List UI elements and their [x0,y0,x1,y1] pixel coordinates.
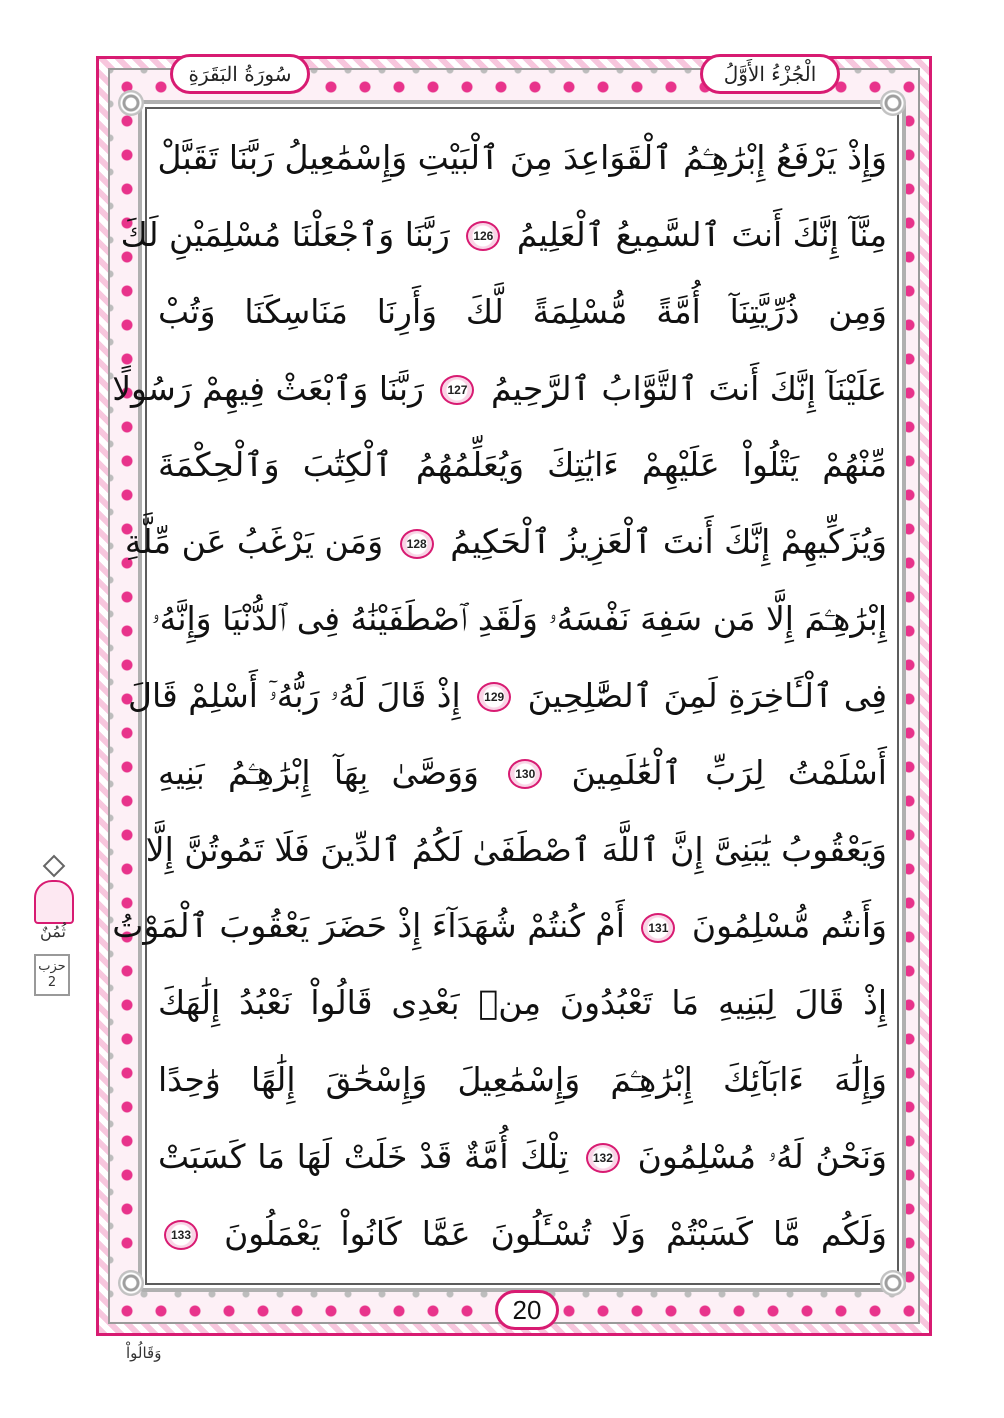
verse-text: وَوَصَّىٰ بِهَآ إِبْرَٰهِـۧمُ بَنِيهِ [158,752,479,792]
ayah-number-marker: 127 [440,375,474,405]
juz-title: الْجُزْءُ الأَوَّلُ [700,54,840,94]
text-line [158,429,887,501]
verse-text: رَبَّنَا وَٱجْعَلْنَا مُسْلِمَيْنِ لَكَ [120,214,450,254]
text-line [158,1121,887,1193]
text-line [158,737,887,809]
arch-ornament-icon [34,880,74,924]
corner-ornament-bottom-left [118,1270,144,1296]
verse-text: أَسْلَمْتُ لِرَبِّ ٱلْعَٰلَمِينَ [571,752,887,792]
verse-text: إِذْ قَالَ لِبَنِيهِ مَا تَعْبُدُونَ مِنۢ بَعْدِى قَالُواْ نَعْبُدُ إِلَٰهَكَ [158,983,887,1023]
text-line [145,814,887,886]
ayah-number-marker: 133 [164,1220,198,1250]
text-line [158,1198,887,1270]
text-line [158,967,887,1039]
verse-text: مِّنْهُمْ يَتْلُواْ عَلَيْهِمْ ءَايَٰتِكَ وَيُعَلِّمُهُمُ ٱلْكِتَٰبَ وَٱلْحِكْمَةَ [158,445,887,485]
hizb-word: حزب [38,959,66,974]
text-line [158,122,887,194]
verse-text: إِبْرَٰهِـۧمَ إِلَّا مَن سَفِهَ نَفْسَهُۥ وَلَقَدِ ٱصْطَفَيْنَٰهُ فِى ٱلدُّنْيَا وَإِنَّهُۥ [151,599,887,639]
verse-text: فِى ٱلْـَٔاخِرَةِ لَمِنَ ٱلصَّٰلِحِينَ [527,675,887,715]
verse-text: إِذْ قَالَ لَهُۥ رَبُّهُۥٓ أَسْلِمْ قَالَ [127,675,461,715]
verse-text: وَنَحْنُ لَهُۥ مُسْلِمُونَ [637,1136,887,1176]
text-line [112,353,887,425]
text-line [124,506,887,578]
verse-text: أَمْ كُنتُمْ شُهَدَآءَ إِذْ حَضَرَ يَعْقُوبَ ٱلْمَوْتُ [112,906,625,946]
text-line [158,1044,887,1116]
corner-ornament-top-left [118,90,144,116]
verse-text: وَإِذْ يَرْفَعُ إِبْرَٰهِـۧمُ ٱلْقَوَاعِدَ مِنَ ٱلْبَيْتِ وَإِسْمَٰعِيلُ رَبَّنَا تَقَبَّلْ [157,138,887,177]
catchword: وَقَالُواْ [126,1344,162,1362]
hizb-number: 2 [47,975,57,990]
text-line [112,890,887,962]
verse-text: عَلَيْنَآ إِنَّكَ أَنتَ ٱلتَّوَّابُ ٱلرَّحِيمُ [490,368,887,408]
hizb-box [34,954,70,996]
verse-text: وَأَنتُم مُّسْلِمُونَ [691,906,887,946]
verse-text: وَيَعْقُوبُ يَٰبَنِىَّ إِنَّ ٱللَّهَ ٱصْطَفَىٰ لَكُمُ ٱلدِّينَ فَلَا تَمُوتُنَّ إِلَّا [145,829,887,869]
ayah-number-marker: 131 [641,913,675,943]
ayah-number-marker: 130 [508,759,542,789]
verse-text: وَإِلَٰهَ ءَابَآئِكَ إِبْرَٰهِـۧمَ وَإِسْمَٰعِيلَ وَإِسْحَٰقَ إِلَٰهًا وَٰحِدًا [158,1060,887,1100]
page-number: 20 [495,1290,559,1330]
verse-text: وَلَكُم مَّا كَسَبْتُمْ وَلَا تُسْـَٔلُونَ عَمَّا كَانُواْ يَعْمَلُونَ [224,1213,887,1253]
verse-text: وَمَن يَرْغَبُ عَن مِّلَّةِ [124,522,384,562]
ayah-number-marker: 129 [477,682,511,712]
text-line [120,199,887,271]
verse-text: مِنَّآ إِنَّكَ أَنتَ ٱلسَّمِيعُ ٱلْعَلِيمُ [516,214,887,254]
diamond-icon [43,855,66,878]
ayah-number-marker: 126 [466,221,500,251]
ayah-number-marker: 128 [400,529,434,559]
verse-text: رَبَّنَا وَٱبْعَثْ فِيهِمْ رَسُولًا [112,368,424,408]
hizb-marker [30,858,76,998]
text-line [151,583,887,655]
surah-title: سُورَةُ البَقَرَةِ [170,54,310,94]
text-line [127,660,887,732]
verse-text: وَمِن ذُرِّيَّتِنَآ أُمَّةً مُّسْلِمَةً لَّكَ وَأَرِنَا مَنَاسِكَنَا وَتُبْ [158,291,887,331]
quran-text-body [112,110,895,1280]
verse-text: تِلْكَ أُمَّةٌ قَدْ خَلَتْ لَهَا مَا كَسَبَتْ [158,1136,569,1176]
thumun-label: ثُمُنٌ [40,922,66,941]
ayah-number-marker: 132 [586,1143,620,1173]
verse-text: وَيُزَكِّيهِمْ إِنَّكَ أَنتَ ٱلْعَزِيزُ ٱلْحَكِيمُ [450,522,887,562]
text-line [158,276,887,348]
